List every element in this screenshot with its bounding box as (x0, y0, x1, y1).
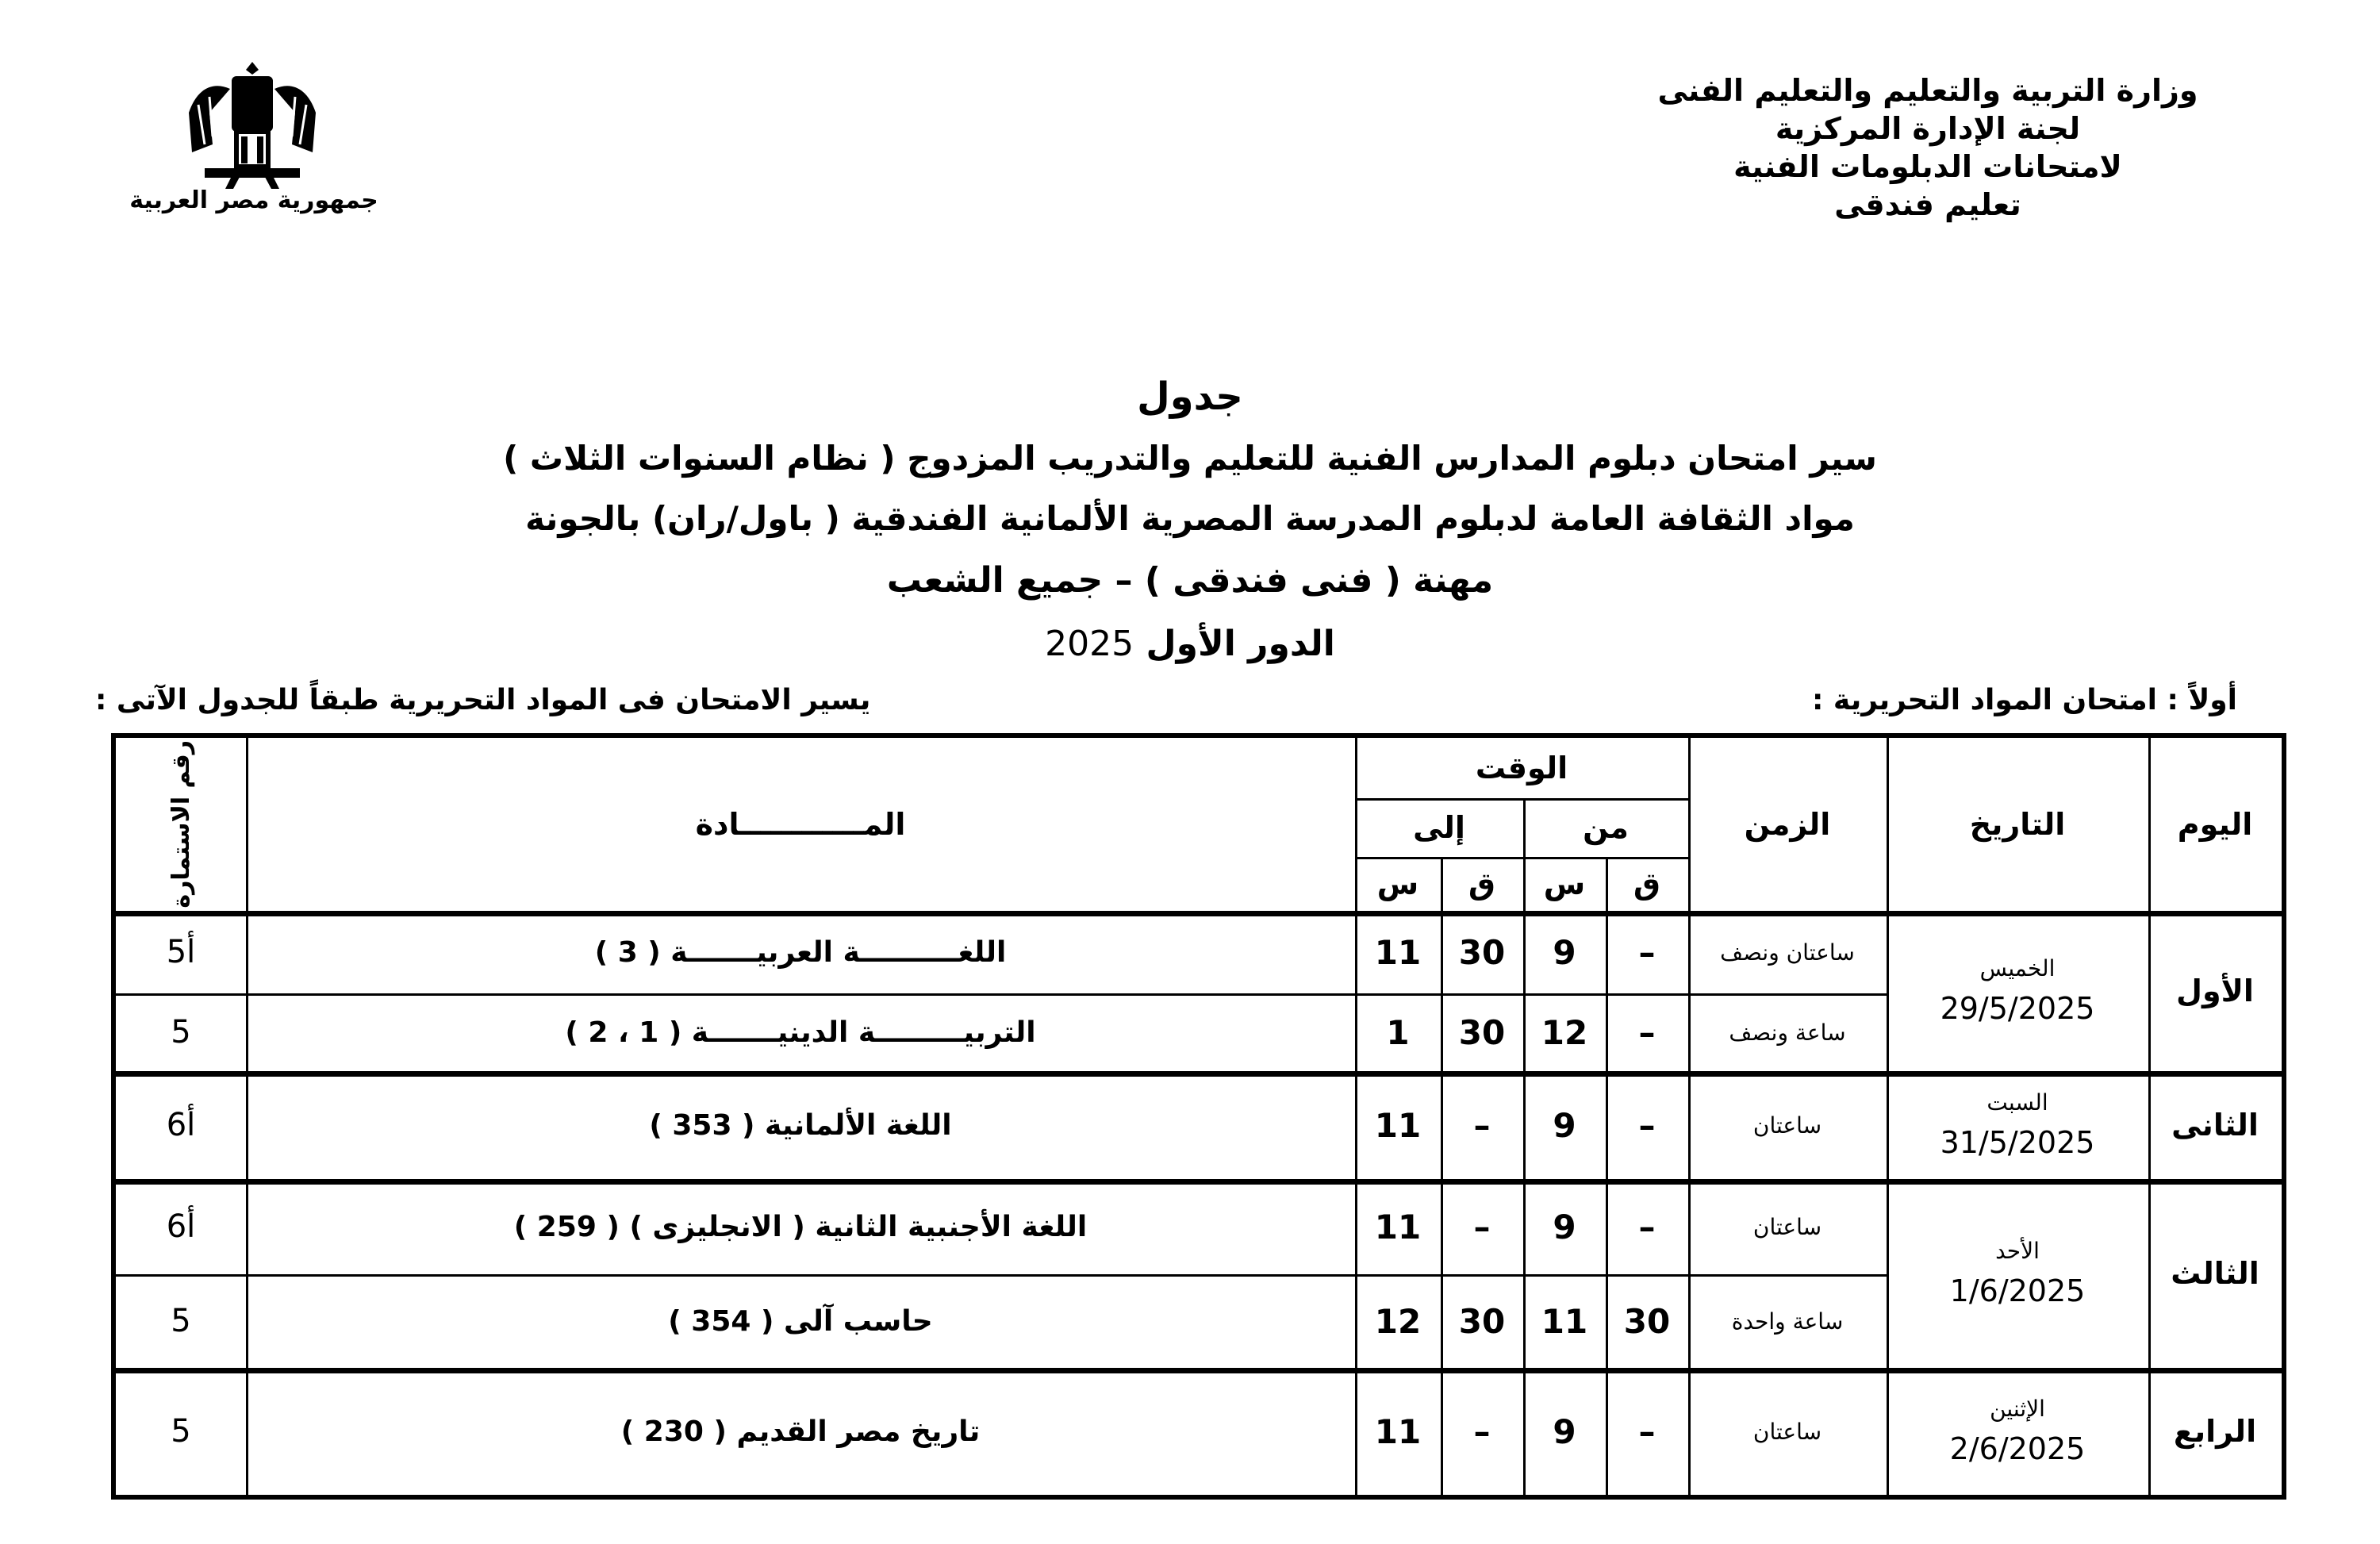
form-no-cell: 5أ (166, 934, 196, 970)
from-hour-cell: 12 (1541, 1012, 1588, 1052)
day-cell: الثانى (2171, 1108, 2259, 1143)
exam-schedule-table (111, 733, 2286, 1500)
header-day: اليوم (2177, 807, 2253, 842)
header-date: التاريخ (1969, 807, 2066, 842)
weekday: الإثنين (1990, 1396, 2045, 1422)
form-no-cell: 6أ (166, 1208, 196, 1245)
section-note: يسير الامتحان فى المواد التحريرية طبقاً للجدول الآتى : (95, 684, 871, 716)
emblem-caption: جمهورية مصر العربية (129, 186, 378, 214)
title-line: سير امتحان دبلوم المدارس الفنية للتعليم والتدريب المزدوج ( نظام السنوات الثلاث ) (503, 439, 1877, 478)
duration-cell: ساعتان (1752, 1213, 1822, 1240)
form-no-cell: 5 (171, 1303, 191, 1339)
to-minute-cell: 30 (1458, 1301, 1506, 1341)
header-to-hour: س (1376, 866, 1419, 901)
date-cell (1887, 1368, 2148, 1495)
from-hour-cell: 9 (1553, 1105, 1576, 1145)
header-from-hour: س (1543, 866, 1586, 901)
duration-cell: ساعتان (1752, 1418, 1822, 1445)
ministry-line: لجنة الإدارة المركزية (1775, 111, 2081, 146)
duration-cell: ساعة ونصف (1729, 1019, 1846, 1046)
form-no-cell: 5 (171, 1413, 191, 1450)
exam-round (397, 613, 1983, 676)
header-time: الوقت (1475, 751, 1568, 785)
duration-cell: ساعتان (1752, 1112, 1822, 1139)
from-minute-cell: – (1638, 1411, 1656, 1451)
title-line: مهنة ( فنى فندقى ) – جميع الشعب (886, 560, 1494, 601)
to-hour-cell: 11 (1374, 1207, 1422, 1246)
ministry-header (1626, 71, 2229, 224)
subject-cell: اللغــــــــــة العربيـــــــة ( 3 ) (594, 935, 1007, 969)
ministry-line: وزارة التربية والتعليم والتعليم الفنى (1657, 73, 2198, 108)
date-cell (1887, 1179, 2148, 1368)
day-cell: الرابع (2173, 1414, 2257, 1449)
subject-cell: حاسب آلى ( 354 ) (668, 1304, 933, 1338)
to-minute-cell: 30 (1458, 1012, 1506, 1052)
subject-cell: اللغة الأجنبية الثانية ( الانجليزى ) ( 259 ) (513, 1210, 1088, 1243)
date-cell (1887, 911, 2148, 1071)
header-to-minute: ق (1468, 866, 1495, 901)
weekday: الأحد (1995, 1238, 2040, 1264)
header-form-no: رقم الاستمارة (167, 740, 195, 908)
header-to: إلى (1413, 810, 1465, 845)
exam-year: 2025 (1045, 624, 1134, 664)
subject-cell: التربيـــــــــة الدينيـــــــة ( 1 ، 2 ) (565, 1016, 1036, 1049)
from-minute-cell: – (1638, 1012, 1656, 1052)
to-hour-cell: 11 (1374, 1105, 1422, 1145)
ministry-line: لامتحانات الدبلومات الفنية (1733, 149, 2122, 184)
from-hour-cell: 9 (1553, 1207, 1576, 1246)
document-title: جدول (1137, 374, 1243, 419)
from-minute-cell: – (1638, 932, 1656, 972)
weekday: السبت (1987, 1089, 2048, 1116)
egypt-eagle-emblem-icon (181, 57, 324, 192)
ministry-line: تعليم فندقى (1834, 187, 2021, 222)
exam-round-label: الدور الأول (1146, 624, 1335, 664)
subject-cell: تاريخ مصر القديم ( 230 ) (620, 1415, 981, 1448)
date-value: 2/6/2025 (1949, 1431, 2086, 1466)
duration-cell: ساعة واحدة (1731, 1308, 1844, 1335)
document-titles (397, 365, 1983, 676)
to-hour-cell: 11 (1374, 1411, 1422, 1451)
to-hour-cell: 12 (1374, 1301, 1422, 1341)
date-cell (1887, 1071, 2148, 1179)
header-duration: الزمن (1744, 807, 1831, 842)
to-minute-cell: – (1473, 1207, 1491, 1246)
subject-cell: اللغة الألمانية ( 353 ) (649, 1108, 952, 1142)
from-hour-cell: 9 (1553, 1411, 1576, 1451)
date-value: 1/6/2025 (1949, 1273, 2086, 1308)
form-no-cell: 6أ (166, 1107, 196, 1143)
from-minute-cell: – (1638, 1207, 1656, 1246)
from-minute-cell: 30 (1623, 1301, 1671, 1341)
date-value: 29/5/2025 (1940, 991, 2095, 1026)
to-minute-cell: – (1473, 1411, 1491, 1451)
to-minute-cell: 30 (1458, 932, 1506, 972)
from-minute-cell: – (1638, 1105, 1656, 1145)
to-hour-cell: 1 (1386, 1012, 1410, 1052)
date-value: 31/5/2025 (1940, 1125, 2095, 1160)
from-hour-cell: 9 (1553, 932, 1576, 972)
weekday: الخميس (1979, 955, 2056, 981)
day-cell: الثالث (2171, 1256, 2259, 1291)
duration-cell: ساعتان ونصف (1720, 939, 1855, 966)
from-hour-cell: 11 (1541, 1301, 1588, 1341)
day-cell: الأول (2176, 974, 2254, 1008)
form-no-cell: 5 (171, 1014, 191, 1050)
title-line: مواد الثقافة العامة لدبلوم المدرسة المصرية الألمانية الفندقية ( باول/ران) بالجونة (525, 499, 1855, 538)
header-from-minute: ق (1633, 866, 1660, 901)
section-heading: أولاً : امتحان المواد التحريرية : (1811, 684, 2237, 716)
header-subject: المــــــــــــادة (695, 807, 906, 842)
header-from: من (1583, 810, 1629, 845)
to-hour-cell: 11 (1374, 932, 1422, 972)
to-minute-cell: – (1473, 1105, 1491, 1145)
